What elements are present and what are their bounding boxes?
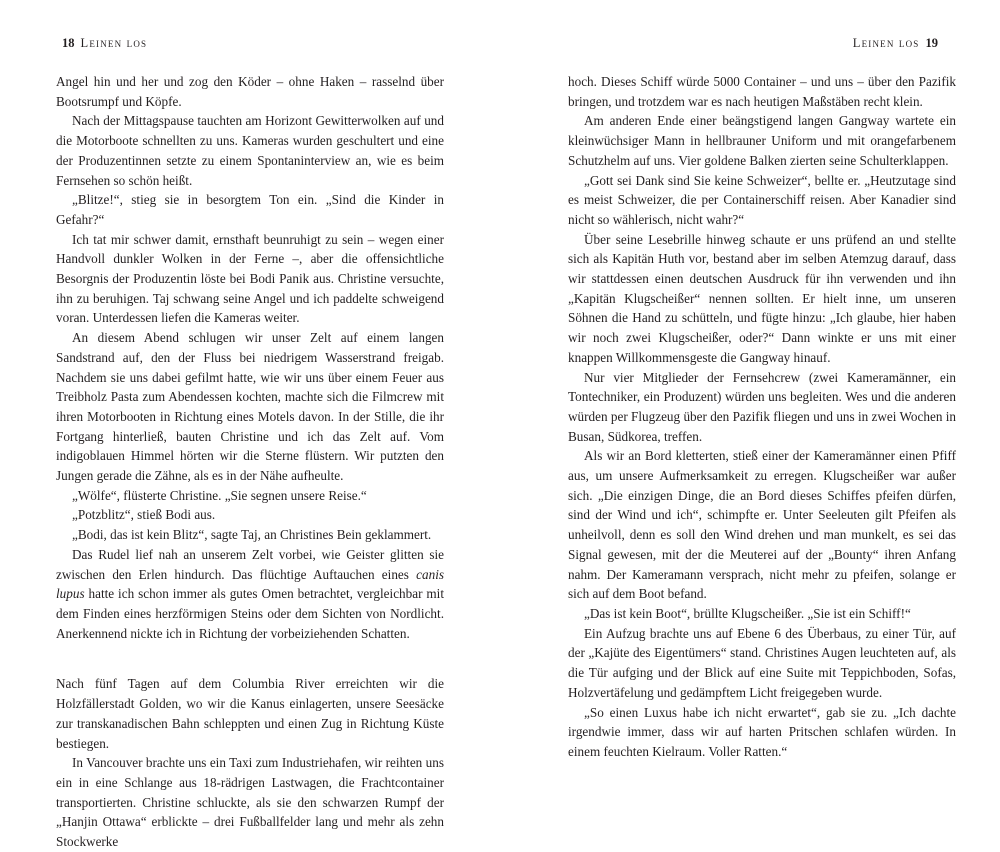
left-page <box>0 0 500 850</box>
paragraph: „Bodi, das ist kein Blitz“, sagte Taj, an Christines Bein geklammert. <box>72 527 432 543</box>
paragraph: In Vancouver brachte uns ein Taxi zum Industriehafen, wir reihten uns ein in eine Schlange aus 18-rädrigen Lastwagen, die Frachtcontainer transportierten. Christine schluckte, als sie den schwarzen Rumpf der „Hanjin Ottawa“ erblickte – drei Fußballfelder lang und mehr als zehn Stockwerke <box>56 755 444 850</box>
right-page <box>500 0 1000 778</box>
paragraph: „Gott sei Dank sind Sie keine Schweizer“, bellte er. „Heutzutage sind es meist Schweizer, die per Containerschiff reisen. Aber Kanadier sind nicht so wählerisch, nicht wahr?“ <box>568 172 956 227</box>
paragraph: Angel hin und her und zog den Köder – ohne Haken – rasselnd über Bootsrumpf und Köpfe. <box>56 74 444 109</box>
left-running-title: Leinen los <box>80 36 148 50</box>
paragraph: Ich tat mir schwer damit, ernsthaft beunruhigt zu sein – wegen einer Handvoll dunkler Wolken in der Ferne –, aber die offensichtliche Besorgnis der Produzentin löste bei Bodi Panik aus. Christine versuchte, ihn zu beruhigen. Taj schwang seine Angel und ich paddelte schweigend voran. Unterdessen liefen die Kameras weiter. <box>56 231 444 326</box>
paragraph: Nur vier Mitglieder der Fernsehcrew (zwei Kameramänner, ein Tontechniker, ein Produzent) würden uns begleiten. Wes und die anderen würden per Flugzeug über den Pazifik fliegen und uns in zwei Wochen in Busan, Südkorea, treffen. <box>568 369 956 444</box>
left-running-head <box>56 36 147 51</box>
paragraph-text: hatte ich schon immer als gutes Omen betrachtet, vergleichbar mit dem Finden eines herzförmigen Steins oder dem Sichten von Nordlicht. Anerkennend nickte ich in Richtung der vorbeiziehenden Schatten. <box>56 586 444 641</box>
left-body-text <box>56 72 444 852</box>
paragraph: Über seine Lesebrille hinweg schaute er uns prüfend an und stellte sich als Kapitän Huth vor, bestand aber im selben Atemzug darauf, dass wir stattdessen einen deutschen Ausdruck für ihn verwenden und ihn „Kapitän Klugscheißer“ nennen sollten. Er hielt inne, um unseren Söhnen die Hand zu schütteln, und fügte hinzu: „Ich glaube, hier haben wir noch zwei Klugscheißer, oder?“ Dann winkte er uns mit einer knappen Willkommensgeste die Gangway hinauf. <box>568 231 956 365</box>
paragraph-text: Das Rudel lief nah an unserem Zelt vorbei, wie Geister glitten sie zwischen den Erlen hindurch. Das flüchtige Auftauchen eines <box>56 546 444 582</box>
paragraph: „Potzblitz“, stieß Bodi aus. <box>72 507 216 523</box>
paragraph: „Wölfe“, flüsterte Christine. „Sie segnen unsere Reise.“ <box>72 487 367 503</box>
paragraph: Am anderen Ende einer beängstigend langen Gangway wartete ein kleinwüchsiger Mann in hellbrauner Uniform und mit orangefarbenem Schutzhelm auf uns. Vier goldene Balken zierten seine Schulterklappen. <box>568 113 956 168</box>
left-page-number: 18 <box>62 36 75 50</box>
right-running-head <box>853 36 944 51</box>
paragraph: Nach der Mittagspause tauchten am Horizont Gewitterwolken auf und die Motorboote schnellten zu uns. Kameras wurden geschultert und eine der Produzentinnen setzte zu einem Spontaninterview an, wie es beim Fernsehen so schön heißt. <box>56 113 444 188</box>
paragraph: An diesem Abend schlugen wir unser Zelt auf einem langen Sandstrand auf, den der Fluss bei niedrigem Wasserstrand freigab. Nachdem sie uns dabei gefilmt hatte, wie wir uns über einem Feuer aus Treibholz Pasta zum Abendessen kochten, machte sich die Filmcrew mit ihren Motorbooten in Richtung eines Motels davon. In der Stille, die ihr Fortgang hinterließ, bauten Christine und ich das Zelt auf. Vom indigoblauen Himmel hörten wir die Sterne flüstern. Wir putzten den Jungen gerade die Zähne, als es in der Nähe aufheulte. <box>56 330 444 484</box>
paragraph: Nach fünf Tagen auf dem Columbia River erreichten wir die Holzfällerstadt Golden, wo wir die Kanus einlagerten, unsere Seesäcke zur transkanadischen Bahn schleppten und einen Zug in Richtung Küste bestiegen. <box>56 676 444 751</box>
paragraph: „Das ist kein Boot“, brüllte Klugscheißer. „Sie ist ein Schiff!“ <box>584 605 911 621</box>
right-body-text <box>568 72 956 762</box>
paragraph: Als wir an Bord kletterten, stieß einer der Kameramänner einen Pfiff aus, um unsere Aufmerksamkeit zu erregen. Klugscheißer war außer sich. „Die einzigen Dinge, die an Bord dieses Schiffes pfeifen dürfen, sind der Wind und ich“, schimpfte er. Unter Seeleuten gilt Pfeifen als unheilvoll, denn es soll den Wind drehen und man munkelt, es sei das Signal gewesen, mit der die Meuterei auf der „Bounty“ ihren Anfang nahm. Der Kameramann versprach, nicht mehr zu pfeifen, solange er sich auf dem Boot befand. <box>568 448 956 602</box>
paragraph: „So einen Luxus habe ich nicht erwartet“, gab sie zu. „Ich dachte irgendwie immer, dass wir auf harten Pritschen schlafen würden. In einem feuchten Kielraum. Voller Ratten.“ <box>568 704 956 759</box>
italic-term: canis lupus <box>56 566 444 602</box>
paragraph: hoch. Dieses Schiff würde 5000 Container – und uns – über den Pazifik bringen, und trotzdem war es nach heutigen Maßstäben recht klein. <box>568 74 956 109</box>
right-page-number: 19 <box>925 36 938 50</box>
paragraph: „Blitze!“, stieg sie in besorgtem Ton ein. „Sind die Kinder in Gefahr?“ <box>56 192 444 227</box>
right-running-title: Leinen los <box>852 36 920 50</box>
paragraph: Ein Aufzug brachte uns auf Ebene 6 des Überbaus, zu einer Tür, auf der „Kajüte des Eigentümers“ stand. Christines Augen leuchteten auf, als die Tür aufging und der Blick auf eine Suite mit Teppichboden, Sofas, Holzvertäfelung und gedämpftem Licht freigegeben wurde. <box>568 625 956 700</box>
paragraph <box>56 545 444 644</box>
